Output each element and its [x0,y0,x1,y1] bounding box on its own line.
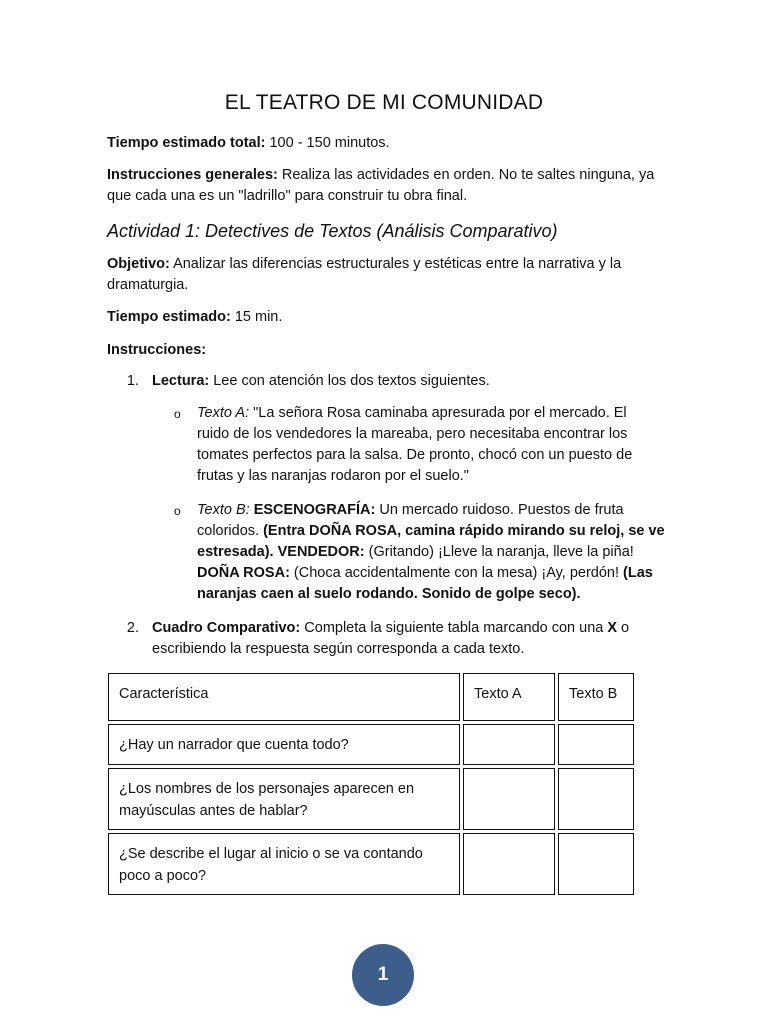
objetivo [107,254,667,296]
row-question-line-2: poco a poco? [119,868,207,884]
instrucciones-generales [107,165,667,207]
cuadro-label: Cuadro Comparativo: [152,620,301,636]
cuadro-text-1: Completa la siguiente tabla marcando con una [300,620,608,636]
answer-cell-a[interactable] [463,724,555,765]
objetivo-text-2: dramaturgia. [107,277,189,293]
tiempo-total-value: 100 - 150 minutos. [265,135,390,151]
page-title: EL TEATRO DE MI COMUNIDAD [224,91,544,114]
objetivo-label: Objetivo: [107,256,170,272]
bullet-icon: o [174,407,181,421]
texto-a-line-2: ruido de los vendedores la mareaba, pero necesitaba encontrar los [197,426,628,442]
texto-b-line-4c: (Las [623,565,653,581]
instrucciones-generales-text-1: Realiza las actividades en orden. No te saltes ninguna, ya [277,167,655,183]
texto-b-line-5: naranjas caen al suelo rodando. Sonido de golpe seco). [197,586,581,602]
row-question-line-1: ¿Hay un narrador que cuenta todo? [119,737,349,753]
lectura-label: Lectura: [152,373,210,389]
texto-a-line-4: frutas y las naranjas rodaron por el suelo." [197,468,469,484]
header-caracteristica: Característica [108,673,460,721]
tiempo-total-line [107,133,647,154]
tiempo-total-label: Tiempo estimado total: [107,135,266,151]
instrucciones-heading [107,340,647,361]
table-header-row [108,673,634,721]
answer-cell-a[interactable] [463,768,555,830]
lectura-text: Lee con atención los dos textos siguientes. [209,373,490,389]
texto-b-line-2b: (Entra DOÑA ROSA, camina rápido mirando su reloj, se ve [263,523,665,539]
texto-b [197,500,672,605]
instrucciones-generales-label: Instrucciones generales: [107,167,278,183]
instrucciones-generales-text-2: que cada una es un "ladrillo" para construir tu obra final. [107,188,468,204]
list-number-1: 1. [126,373,139,389]
list-number-2: 2. [126,620,139,636]
cuadro-text-3: escribiendo la respuesta según corresponda a cada texto. [152,641,525,657]
header-texto-a: Texto A [463,673,555,721]
page-number-badge: 1 [352,944,414,1006]
cuadro-x: X [607,620,618,636]
row-question-line-1: ¿Los nombres de los personajes aparecen en [119,781,415,797]
tiempo-value: 15 min. [230,309,283,325]
texto-b-line-3b: (Gritando) ¡Lleve la naranja, lleve la piña! [364,544,634,560]
texto-a-label: Texto A: [197,405,250,421]
escenografia-label: ESCENOGRAFÍA: [249,502,376,518]
table-row [108,833,634,895]
texto-b-label: Texto B: [197,502,250,518]
answer-cell-b[interactable] [558,833,634,895]
list-item-lectura [152,371,652,392]
escenografia-text: Un mercado ruidoso. Puestos de fruta [375,502,624,518]
texto-b-line-4a: DOÑA ROSA: [197,565,290,581]
texto-b-line-3a: estresada). VENDEDOR: [197,544,365,560]
texto-b-line-4b: (Choca accidentalmente con la mesa) ¡Ay, perdón! [289,565,624,581]
tiempo-label: Tiempo estimado: [107,309,231,325]
header-texto-b: Texto B [558,673,634,721]
bullet-icon: o [174,504,181,518]
cuadro-text-2: o [617,620,630,636]
actividad-heading: Actividad 1: Detectives de Textos (Análisis Comparativo) [107,221,558,241]
comparison-table [105,670,637,898]
texto-a-line-1: "La señora Rosa caminaba apresurada por el mercado. El [249,405,627,421]
row-question-line-2: mayúsculas antes de hablar? [119,803,308,819]
answer-cell-a[interactable] [463,833,555,895]
instrucciones-label: Instrucciones: [107,342,207,358]
row-question-line-1: ¿Se describe el lugar al inicio o se va contando [119,846,423,862]
texto-b-line-2a: coloridos. [197,523,264,539]
objetivo-text-1: Analizar las diferencias estructurales y estéticas entre la narrativa y la [169,256,622,272]
row-question [108,833,460,895]
row-question [108,724,460,765]
texto-a-line-3: tomates perfectos para la salsa. De pronto, chocó con un puesto de [197,447,633,463]
tiempo-estimado [107,307,647,328]
answer-cell-b[interactable] [558,768,634,830]
row-question [108,768,460,830]
texto-a [197,403,667,487]
table-row [108,768,634,830]
answer-cell-b[interactable] [558,724,634,765]
table-row [108,724,634,765]
list-item-cuadro [152,618,652,660]
